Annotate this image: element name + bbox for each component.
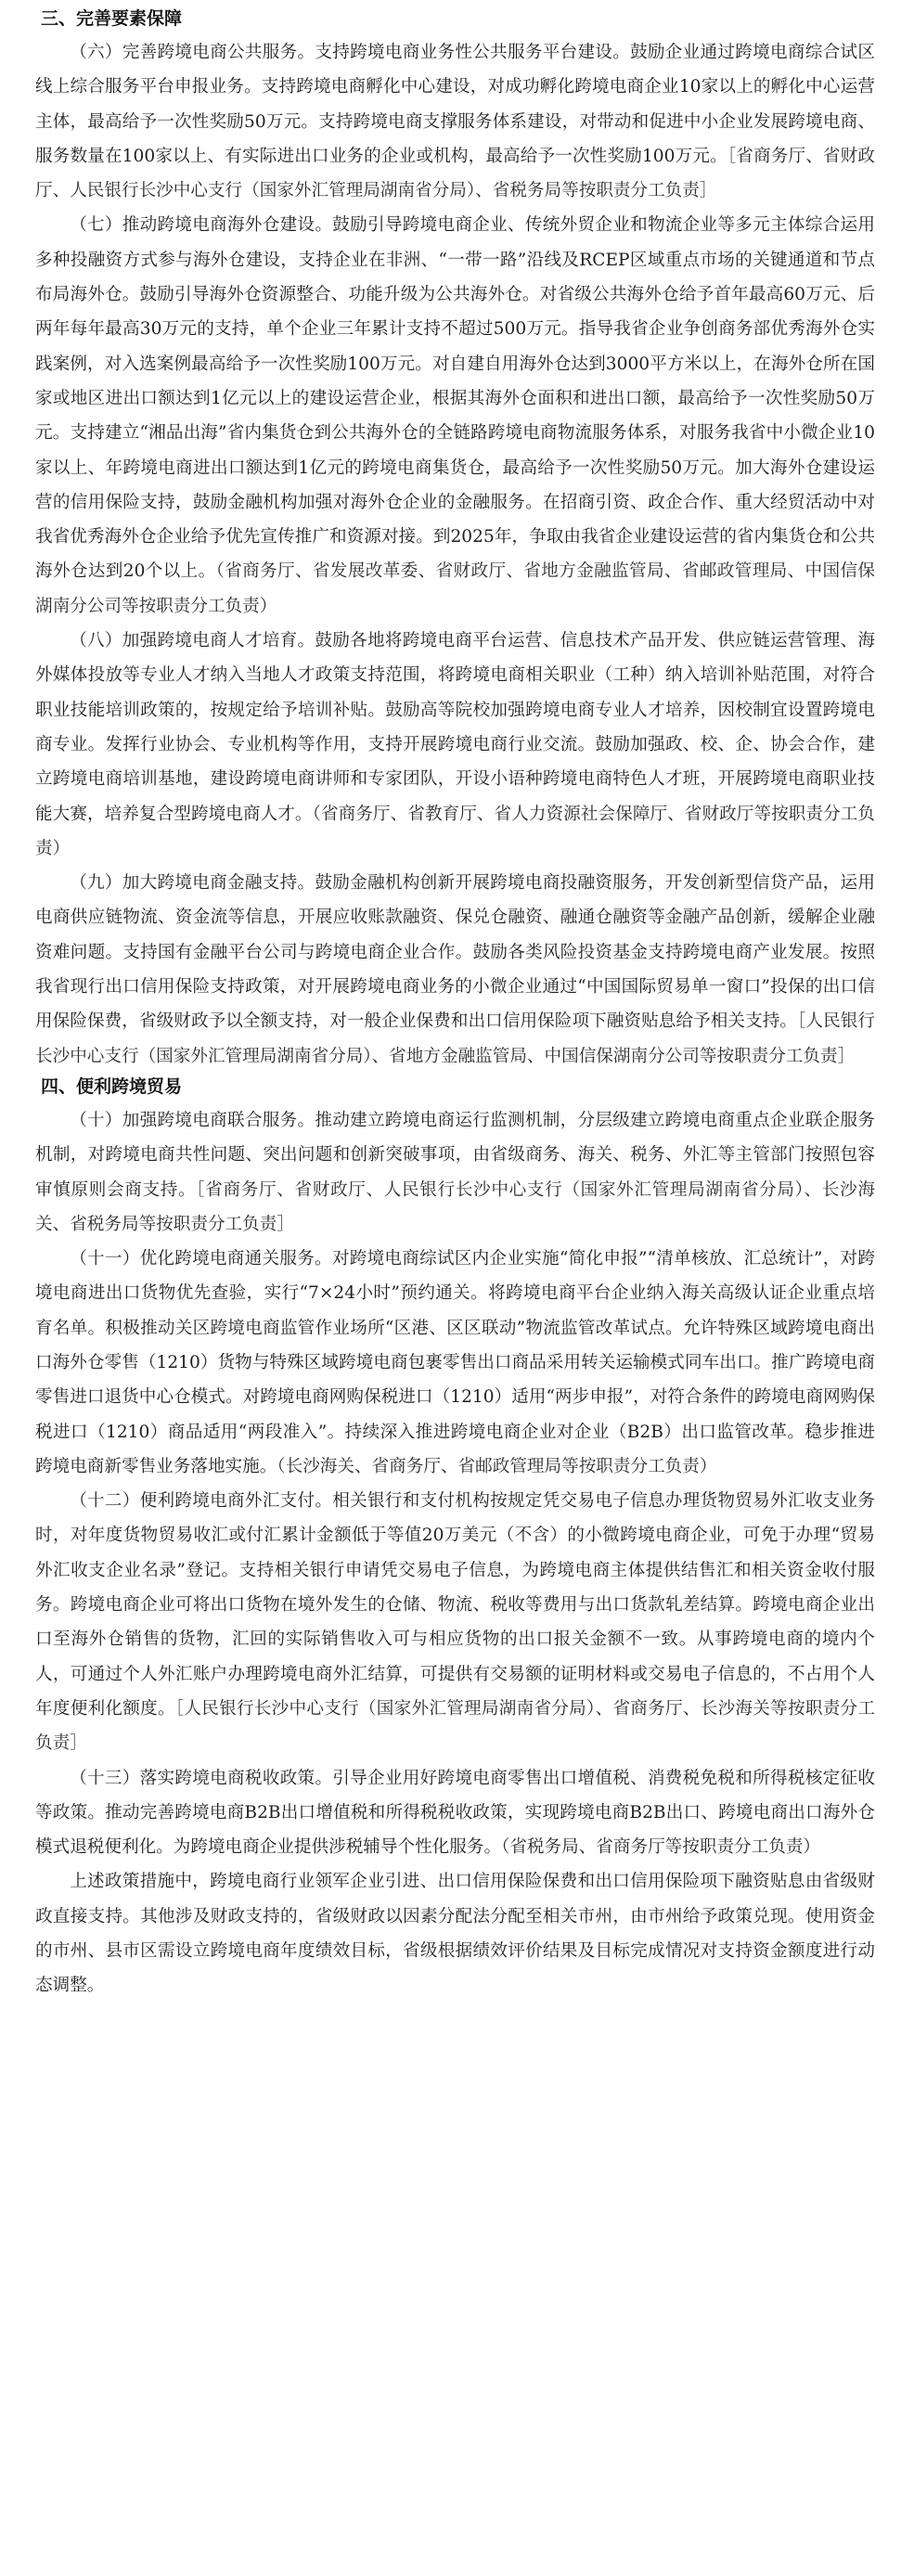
section-heading: 四、便利跨境贸易 (41, 1075, 183, 1097)
paragraph-title: （十）加强跨境电商联合服务。 (70, 1110, 315, 1130)
policy-paragraph-11 (35, 1242, 875, 1484)
policy-paragraph-10 (35, 1103, 875, 1242)
paragraph-title: （八）加强跨境电商人才培育。 (70, 631, 315, 651)
section-4 (35, 1074, 875, 1865)
policy-paragraph-6 (35, 35, 875, 208)
paragraph-body: 引导企业用好跨境电商零售出口增值税、消费税免税和所得税核定征收等政策。推动完善跨境电商B2B出口增值税和所得税税收政策，实现跨境电商B2B出口、跨境电商出口海外仓模式退税便利化。为跨境电商企业提供涉税辅导个性化服务。 (35, 1768, 875, 1858)
responsibility-note: ［人民银行长沙中心支行（国家外汇管理局湖南省分局）、省地方金融监管局、中国信保湖南分公司等按职责分工负责］ (35, 1011, 875, 1066)
policy-paragraph-13 (35, 1761, 875, 1865)
paragraph-body: 支持跨境电商业务性公共服务平台建设。鼓励企业通过跨境电商综合试区线上综合服务平台申报业务。支持跨境电商孵化中心建设，对成功孵化跨境电商企业10家以上的孵化中心运营主体，最高给予一次性奖励50万元。支持跨境电商支撑服务体系建设，对带动和促进中小企业发展跨境电商、服务数量在100家以上、有实际进出口业务的企业或机构，最高给予一次性奖励100万元。 (35, 43, 875, 166)
responsibility-note: ［省商务厅、省财政厅、人民银行长沙中心支行（国家外汇管理局湖南省分局）、省税务局等按职责分工负责］ (35, 146, 876, 201)
paragraph-body: 对跨境电商综试区内企业实施“简化申报”“清单核放、汇总统计”，对跨境电商进出口货物优先查验，实行“7×24小时”预约通关。将跨境电商平台企业纳入海关高级认证企业重点培育名单。积极推动关区跨境电商监管作业场所“区港、区区联动”物流监管改革试点。允许特殊区域跨境电商出口海外仓零售（1210）货物与特殊区域跨境电商包裹零售出口商品采用转关运输模式同车出口。推广跨境电商零售进口退货中心仓模式。对跨境电商网购保税进口（1210）适用“两步申报”，对符合条件的跨境电商网购保税进口（1210）商品适用“两段准入”。持续深入推进跨境电商企业对企业（B2B）出口监管改革。稳步推进跨境电商新零售业务落地实施。 (35, 1249, 875, 1476)
policy-paragraph-9 (35, 866, 875, 1074)
responsibility-note: ［人民银行长沙中心支行（国家外汇管理局湖南省分局）、省商务厅、长沙海关等按职责分工负责］ (35, 1698, 875, 1754)
policy-paragraph-7 (35, 208, 875, 624)
paragraph-body: 推动建立跨境电商运行监测机制，分层级建立跨境电商重点企业联企服务机制，对跨境电商共性问题、突出问题和创新突破事项，由省级商务、海关、税务、外汇等主管部门按照包容审慎原则会商支持。 (35, 1110, 875, 1200)
responsibility-note: （省商务厅、省发展改革委、省财政厅、省地方金融监管局、省邮政管理局、中国信保湖南分公司等按职责分工负责） (35, 561, 875, 616)
paragraph-body: 鼓励金融机构创新开展跨境电商投融资服务，开发创新型信贷产品，运用电商供应链物流、资金流等信息，开展应收账款融资、保兑仓融资、融通仓融资等金融产品创新，缓解企业融资难问题。支持国有金融平台公司与跨境电商企业合作。鼓励各类风险投资基金支持跨境电商产业发展。按照我省现行出口信用保险支持政策，对开展跨境电商业务的小微企业通过“中国国际贸易单一窗口”投保的出口信用保险保费，省级财政予以全额支持，对一般企业保费和出口信用保险项下融资贴息给予相关支持。 (35, 873, 875, 1032)
paragraph-title: （六）完善跨境电商公共服务。 (70, 43, 315, 62)
responsibility-note: ［省商务厅、省财政厅、人民银行长沙中心支行（国家外汇管理局湖南省分局）、长沙海关、省税务局等按职责分工负责］ (35, 1179, 875, 1234)
policy-paragraph-8 (35, 624, 875, 866)
paragraph-title: （十二）便利跨境电商外汇支付。 (70, 1491, 333, 1512)
responsibility-note: （长沙海关、省商务厅、省邮政管理局等按职责分工负责） (277, 1456, 717, 1476)
paragraph-title: （十一）优化跨境电商通关服务。 (70, 1249, 332, 1269)
policy-paragraph-12 (35, 1484, 875, 1760)
paragraph-title: （十三）落实跨境电商税收政策。 (70, 1768, 333, 1788)
paragraph-title: （九）加大跨境电商金融支持。 (70, 873, 315, 894)
paragraph-body: 鼓励各地将跨境电商平台运营、信息技术产品开发、供应链运营管理、海外媒体投放等专业人才纳入当地人才政策支持范围，将跨境电商相关职业（工种）纳入培训补贴范围，对符合职业技能培训政策的，按规定给予培训补贴。鼓励高等院校加强跨境电商专业人才培养，因校制宜设置跨境电商专业。发挥行业协会、专业机构等作用，支持开展跨境电商行业交流。鼓励加强政、校、企、协会合作，建立跨境电商培训基地，建设跨境电商讲师和专家团队，开设小语种跨境电商特色人才班，开展跨境电商职业技能大赛，培养复合型跨境电商人才。 (35, 631, 875, 824)
paragraph-body: 鼓励引导跨境电商企业、传统外贸企业和物流企业等多元主体综合运用多种投融资方式参与海外仓建设，支持企业在非洲、“一带一路”沿线及RCEP区域重点市场的关键通道和节点布局海外仓。鼓励引导海外仓资源整合、功能升级为公共海外仓。对省级公共海外仓给予首年最高60万元、后两年每年最高30万元的支持，单个企业三年累计支持不超过500万元。指导我省企业争创商务部优秀海外仓实践案例，对入选案例最高给予一次性奖励100万元。对自建自用海外仓达到3000平方米以上，在海外仓所在国家或地区进出口额达到1亿元以上的建设运营企业，根据其海外仓面积和进出口额，最高给予一次性奖励50万元。支持建立“湘品出海”省内集货仓到公共海外仓的全链路跨境电商物流服务体系，对服务我省中小微企业10家以上、年跨境电商进出口额达到1亿元的跨境电商集货仓，最高给予一次性奖励50万元。加大海外仓建设运营的信用保险支持，鼓励金融机构加强对海外仓企业的金融服务。在招商引资、政企合作、重大经贸活动中对我省优秀海外仓企业给予优先宣传推广和资源对接。到2025年，争取由我省企业建设运营的省内集货仓和公共海外仓达到20个以上。 (35, 215, 875, 582)
responsibility-note: （省商务厅、省教育厅、省人力资源社会保障厅、省财政厅等按职责分工负责） (35, 804, 875, 858)
paragraph-title: （七）推动跨境电商海外仓建设。 (70, 215, 333, 236)
paragraph-body: 相关银行和支付机构按规定凭交易电子信息办理货物贸易外汇收支业务时，对年度货物贸易收汇或付汇累计金额低于等值20万美元（不含）的小微跨境电商企业，可免于办理“贸易外汇收支企业名录”登记。支持相关银行申请凭交易电子信息，为跨境电商主体提供结售汇和相关资金收付服务。跨境电商企业可将出口货物在境外发生的仓储、物流、税收等费用与出口货款轧差结算。跨境电商企业出口至海外仓销售的货物，汇回的实际销售收入可与相应货物的出口报关金额不一致。从事跨境电商的境内个人，可通过个人外汇账户办理跨境电商外汇结算，可提供有交易额的证明材料或交易电子信息的，不占用个人年度便利化额度。 (35, 1491, 875, 1719)
closing-paragraph: 上述政策措施中，跨境电商行业领军企业引进、出口信用保险保费和出口信用保险项下融资贴息由省级财政直接支持。其他涉及财政支持的，省级财政以因素分配法分配至相关市州，由市州给予政策兑现。使用资金的市州、县市区需设立跨境电商年度绩效目标，省级根据绩效评价结果及目标完成情况对支持资金额度进行动态调整。 (35, 1872, 875, 1996)
section-heading: 三、完善要素保障 (41, 8, 183, 29)
responsibility-note: （省税务局、省商务厅等按职责分工负责） (501, 1837, 821, 1858)
section-3 (35, 6, 875, 1074)
